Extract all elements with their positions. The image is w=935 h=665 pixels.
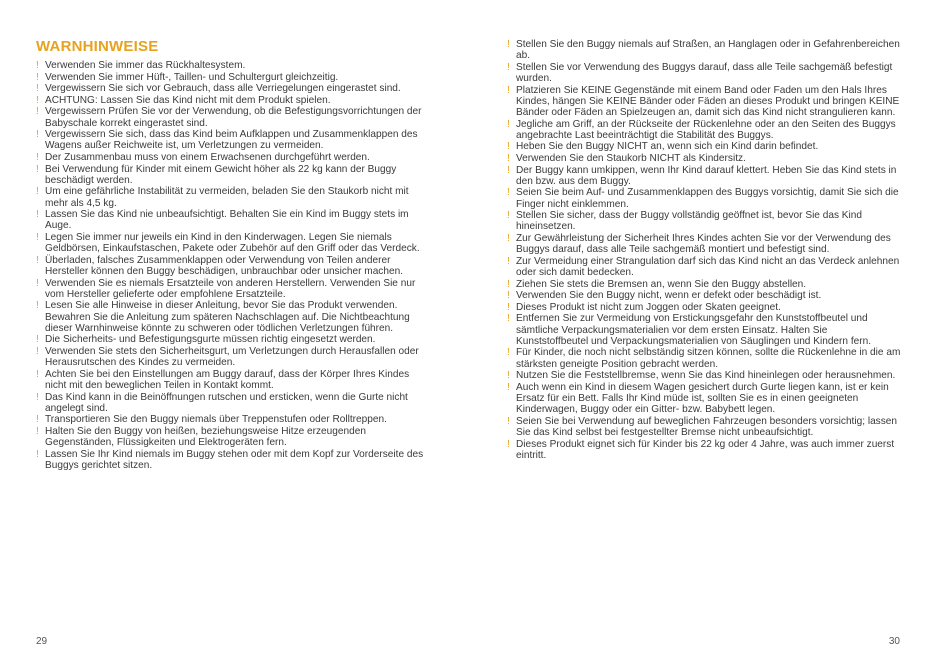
warning-bullet-icon: !: [507, 438, 510, 450]
warning-bullet-icon: !: [36, 425, 39, 437]
warning-bullet-icon: !: [507, 84, 510, 96]
warning-bullet-icon: !: [36, 391, 39, 403]
warning-bullet-icon: !: [507, 61, 510, 73]
warning-item: [36, 152, 428, 163]
warning-item: [36, 129, 428, 151]
section-title: WARNHINWEISE: [36, 38, 159, 55]
warning-text: Verwenden Sie immer das Rückhaltesystem.: [45, 60, 246, 71]
warning-bullet-icon: !: [507, 141, 510, 153]
warning-text: Überladen, falsches Zusammenklappen oder Verwendung von Teilen anderer Hersteller können den Buggy beschädigen, unbrauchbar oder unsicher machen.: [45, 254, 403, 277]
warning-bullet-icon: !: [36, 106, 39, 118]
warning-item: [507, 302, 901, 313]
warning-text: Legen Sie immer nur jeweils ein Kind in den Kinderwagen. Legen Sie niemals Geldbörsen, Einkaufstaschen, Pakete oder Zubehör auf den Griff oder das Verdeck.: [45, 231, 420, 255]
warning-bullet-icon: !: [507, 164, 510, 176]
warning-text: Heben Sie den Buggy NICHT an, wenn sich ein Kind darin befindet.: [516, 141, 819, 153]
warning-text: Lassen Sie Ihr Kind niemals im Buggy stehen oder mit dem Kopf zur Vorderseite des Buggys gerichtet sitzen.: [45, 448, 424, 471]
warning-bullet-icon: !: [36, 71, 39, 83]
warning-text: Seien Sie beim Auf- und Zusammenklappen des Buggys vorsichtig, damit Sie sich die Finger nicht einklemmen.: [516, 187, 899, 210]
warning-item: [36, 186, 428, 208]
warning-bullet-icon: !: [36, 186, 39, 198]
warning-text: Der Zusammenbau muss von einem Erwachsenen durchgeführt werden.: [45, 151, 370, 163]
warning-bullet-icon: !: [36, 300, 39, 312]
warning-item: [36, 300, 428, 334]
warning-text: Jegliche am Griff, an der Rückseite der Rückenlehne oder an den Seiten des Buggys angebrachte Last beeinträchtigt die Stabilität des Buggys.: [516, 118, 896, 141]
warning-item: [36, 426, 428, 448]
warning-text: Der Buggy kann umkippen, wenn Ihr Kind darauf klettert. Heben Sie das Kind stets in den bzw. aus dem Buggy.: [516, 164, 897, 187]
warning-item: [507, 256, 901, 278]
warning-item: [507, 165, 901, 187]
warning-item: [36, 106, 428, 128]
warning-item: [36, 255, 428, 277]
warning-text: Vergewissern Prüfen Sie vor der Verwendung, ob die Befestigungsvorrichtungen der Babyschale korrekt eingerastet sind.: [45, 106, 422, 129]
warning-item: [36, 164, 428, 186]
page-number-right: 30: [888, 636, 900, 647]
warning-text: Platzieren Sie KEINE Gegenstände mit einem Band oder Faden um den Hals Ihres Kindes, hängen Sie KEINE Bänder oder Fäden an dieses Produkt und bringen KEINE Bänder oder Fäden an Spielzeugen an, damit sich das Kind nicht strangulieren kann.: [516, 84, 900, 118]
warning-bullet-icon: !: [507, 301, 510, 313]
warning-item: [36, 278, 428, 300]
warning-text: Für Kinder, die noch nicht selbständig sitzen können, sollte die Rückenlehne in die am stärksten geneigte Position gebracht werden.: [516, 347, 901, 370]
warning-item: [507, 119, 901, 141]
warning-list-right: [507, 39, 901, 461]
warning-text: Seien Sie bei Verwendung auf beweglichen Fahrzeugen besonders vorsichtig; lassen Sie das Kind selbst bei festgestellter Bremse nicht unbeaufsichtigt.: [516, 415, 898, 438]
warning-item: [507, 187, 901, 209]
warning-bullet-icon: !: [36, 345, 39, 357]
warning-item: [507, 62, 901, 84]
warning-bullet-icon: !: [507, 232, 510, 244]
warning-text: ACHTUNG: Lassen Sie das Kind nicht mit dem Produkt spielen.: [45, 94, 331, 106]
warning-bullet-icon: !: [36, 94, 39, 106]
warning-text: Bei Verwendung für Kinder mit einem Gewicht höher als 22 kg kann der Buggy beschädigt werden.: [45, 163, 397, 186]
warning-text: Um eine gefährliche Instabilität zu vermeiden, beladen Sie den Staukorb nicht mit mehr als 4,5 kg.: [45, 186, 409, 209]
warning-item: [36, 72, 428, 83]
warning-item: [507, 39, 901, 61]
warning-text: Auch wenn ein Kind in diesem Wagen gesichert durch Gurte liegen kann, ist er kein Ersatz für ein Bett. Falls Ihr Kind müde ist, sollten Sie es in einen geeigneten Kinderwagen, Buggy oder ein Gitter- bzw. Babybett legen.: [516, 381, 889, 416]
warning-bullet-icon: !: [507, 210, 510, 222]
warning-item: [36, 95, 428, 106]
warning-item: [36, 83, 428, 94]
warning-bullet-icon: !: [36, 83, 39, 95]
warning-bullet-icon: !: [36, 163, 39, 175]
warning-text: Dieses Produkt eignet sich für Kinder bis 22 kg oder 4 Jahre, was auch immer zuerst eintritt.: [516, 438, 895, 461]
warning-item: [507, 85, 901, 119]
warning-bullet-icon: !: [36, 334, 39, 346]
warning-bullet-icon: !: [36, 414, 39, 426]
right-page: [467, 0, 935, 665]
warning-bullet-icon: !: [36, 231, 39, 243]
warning-bullet-icon: !: [36, 448, 39, 460]
warning-text: Lassen Sie das Kind nie unbeaufsichtigt. Behalten Sie ein Kind im Buggy stets im Auge.: [45, 209, 409, 232]
warning-item: [36, 346, 428, 368]
warning-item: [36, 232, 428, 254]
warning-item: [36, 414, 428, 425]
warning-text: Entfernen Sie zur Vermeidung von Erstickungsgefahr den Kunststoffbeutel und sämtliche Verpackungsmaterialien vor dem ersten Einsatz. Halten Sie Kunststoffbeutel und Verpackungsmaterialien von Säuglingen und Kindern fern.: [516, 313, 872, 347]
warning-item: [507, 439, 901, 461]
warning-text: Transportieren Sie den Buggy niemals über Treppenstufen oder Rolltreppen.: [45, 414, 387, 426]
warning-bullet-icon: !: [507, 278, 510, 290]
warning-item: [507, 153, 901, 164]
warning-text: Zur Vermeidung einer Strangulation darf sich das Kind nicht an das Verdeck anlehnen oder sich damit bedecken.: [516, 255, 900, 278]
warning-text: Verwenden Sie den Staukorb NICHT als Kindersitz.: [516, 152, 746, 164]
warning-text: Stellen Sie vor Verwendung des Buggys darauf, dass alle Teile sachgemäß befestigt wurden.: [516, 61, 893, 84]
warning-bullet-icon: !: [507, 255, 510, 267]
warning-item: [507, 313, 901, 347]
warning-text: Vergewissern Sie sich vor Gebrauch, dass alle Verriegelungen eingerastet sind.: [45, 83, 401, 95]
warning-item: [507, 279, 901, 290]
warning-text: Lesen Sie alle Hinweise in dieser Anleitung, bevor Sie das Produkt verwenden. Bewahren Sie die Anleitung zum späteren Nachschlagen auf. Die Nichtbeachtung dieser Warnhinweise könnte zu schweren oder tödlichen Verletzungen führen.: [45, 300, 410, 334]
warning-bullet-icon: !: [507, 381, 510, 393]
warning-text: Stellen Sie den Buggy niemals auf Straßen, an Hanglagen oder in Gefahrenbereichen ab.: [516, 39, 900, 62]
warning-text: Vergewissern Sie sich, dass das Kind beim Aufklappen und Zusammenklappen des Wagens außer Reichweite ist, um Verletzungen zu vermeiden.: [45, 129, 418, 152]
warning-item: [507, 382, 901, 416]
warning-bullet-icon: !: [36, 254, 39, 266]
warning-bullet-icon: !: [507, 290, 510, 302]
warning-item: [507, 210, 901, 232]
warning-text: Achten Sie bei den Einstellungen am Buggy darauf, dass der Körper Ihres Kindes nicht mit den beweglichen Teilen in Kontakt kommt.: [45, 368, 410, 391]
warning-item: [507, 233, 901, 255]
warning-item: [36, 209, 428, 231]
warning-text: Dieses Produkt ist nicht zum Joggen oder Skaten geeignet.: [516, 301, 781, 313]
warning-item: [507, 290, 901, 301]
warning-text: Verwenden Sie immer Hüft-, Taillen- und Schultergurt gleichzeitig.: [45, 71, 339, 83]
warning-bullet-icon: !: [507, 152, 510, 164]
warning-bullet-icon: !: [36, 60, 39, 71]
warning-text: Das Kind kann in die Beinöffnungen rutschen und ersticken, wenn die Gurte nicht angelegt sind.: [45, 391, 408, 414]
warning-text: Nutzen Sie die Feststellbremse, wenn Sie das Kind hineinlegen oder herausnehmen.: [516, 370, 896, 382]
warning-item: [36, 392, 428, 414]
warning-text: Die Sicherheits- und Befestigungsgurte müssen richtig eingesetzt werden.: [45, 334, 376, 346]
warning-bullet-icon: !: [36, 129, 39, 141]
left-page: [0, 0, 467, 665]
warning-item: [36, 449, 428, 471]
warning-item: [507, 141, 901, 152]
warning-bullet-icon: !: [507, 415, 510, 427]
warning-item: [507, 416, 901, 438]
warning-bullet-icon: !: [507, 313, 510, 325]
warning-bullet-icon: !: [36, 277, 39, 289]
warning-text: Ziehen Sie stets die Bremsen an, wenn Sie den Buggy abstellen.: [516, 278, 807, 290]
warning-bullet-icon: !: [36, 368, 39, 380]
page-number-left: 29: [36, 636, 48, 647]
warning-item: [36, 334, 428, 345]
warning-list-left: [36, 60, 428, 472]
warning-item: [507, 370, 901, 381]
warning-bullet-icon: !: [507, 347, 510, 359]
warning-text: Zur Gewährleistung der Sicherheit Ihres Kindes achten Sie vor der Verwendung des Buggys darauf, dass alle Teile sachgemäß montiert und befestigt sind.: [516, 232, 891, 256]
warning-text: Stellen Sie sicher, dass der Buggy vollständig geöffnet ist, bevor Sie das Kind hineinsetzen.: [516, 210, 863, 233]
warning-item: [36, 369, 428, 391]
warning-item: [507, 347, 901, 369]
warning-bullet-icon: !: [507, 187, 510, 199]
warning-bullet-icon: !: [507, 39, 510, 50]
warning-text: Halten Sie den Buggy von heißen, beziehungsweise Hitze erzeugenden Gegenständen, Flüssigkeiten und Elektrogeräten fern.: [45, 425, 366, 449]
warning-text: Verwenden Sie stets den Sicherheitsgurt, um Verletzungen durch Herausfallen oder Herausrutschen des Kindes zu vermeiden.: [45, 345, 419, 369]
warning-text: Verwenden Sie es niemals Ersatzteile von anderen Herstellern. Verwenden Sie nur vom Hersteller gelieferte oder empfohlene Ersatzteile.: [45, 277, 416, 300]
warning-bullet-icon: !: [36, 151, 39, 163]
warning-item: [36, 60, 428, 71]
warning-bullet-icon: !: [507, 370, 510, 382]
warning-text: Verwenden Sie den Buggy nicht, wenn er defekt oder beschädigt ist.: [516, 290, 822, 302]
warning-bullet-icon: !: [36, 209, 39, 221]
warning-bullet-icon: !: [507, 118, 510, 130]
